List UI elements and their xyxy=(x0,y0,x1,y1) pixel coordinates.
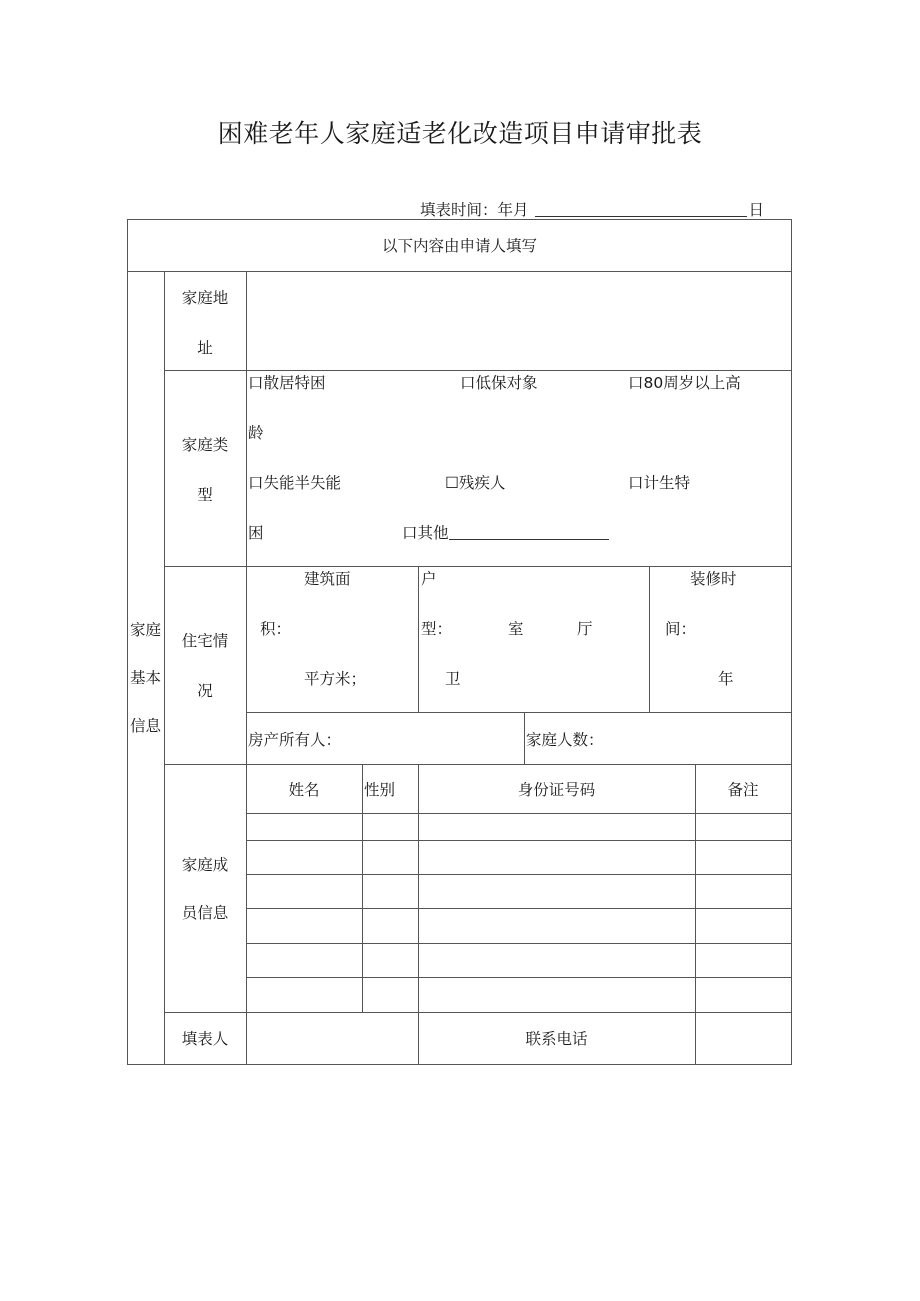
page-title: 困难老年人家庭适老化改造项目申请审批表 xyxy=(217,119,703,148)
option-family-planning-cont: 困 xyxy=(248,524,264,542)
col-header-name: 姓名 xyxy=(288,781,320,799)
members-label-1: 家庭成 xyxy=(181,856,229,874)
members-label-2: 员信息 xyxy=(181,904,229,922)
option-family-planning[interactable]: 口计生特 xyxy=(628,474,691,492)
housing-label-1: 住宅情 xyxy=(181,632,229,650)
phone-field[interactable] xyxy=(696,1013,791,1064)
group-label-line-1: 家庭 xyxy=(129,621,161,639)
family-type-label-2: 型 xyxy=(197,486,213,504)
option-low-income[interactable]: 口低保对象 xyxy=(460,374,538,392)
option-other-label: 口其他 xyxy=(402,524,449,542)
fill-date-label: 填表时间：年月 xyxy=(420,201,529,219)
fill-date-blank[interactable] xyxy=(535,202,747,217)
option-other-blank[interactable] xyxy=(449,525,609,540)
group-label-line-2: 基本 xyxy=(129,669,161,687)
option-over-80[interactable]: 口80周岁以上高 xyxy=(628,374,741,392)
family-type-label-1: 家庭类 xyxy=(181,436,229,454)
fill-date-line xyxy=(420,198,764,220)
fill-date-day: 日 xyxy=(748,201,765,219)
area-label-1: 建筑面 xyxy=(304,570,351,588)
filler-label: 填表人 xyxy=(181,1030,229,1048)
address-label-1: 家庭地 xyxy=(181,289,229,307)
option-scattered-poor[interactable]: 口散居特困 xyxy=(248,374,326,392)
layout-label-1: 户 xyxy=(421,570,437,588)
option-over-80-cont: 龄 xyxy=(248,424,264,442)
area-label-2: 积： xyxy=(260,620,292,638)
address-field[interactable] xyxy=(247,272,791,370)
group-label-line-3: 信息 xyxy=(129,717,161,735)
household-size-label: 家庭人数： xyxy=(526,731,604,749)
layout-rooms: 室 xyxy=(508,620,524,638)
option-disabled-person[interactable]: ☐残疾人 xyxy=(445,474,506,492)
phone-label: 联系电话 xyxy=(525,1030,588,1048)
renovation-label-2: 间： xyxy=(665,620,697,638)
option-other[interactable] xyxy=(402,524,609,542)
col-header-gender: 性别 xyxy=(364,781,396,799)
layout-baths: 卫 xyxy=(445,670,461,688)
option-disabled-care[interactable]: 口失能半失能 xyxy=(248,474,342,492)
renovation-label-1: 装修时 xyxy=(690,570,737,588)
layout-halls: 厅 xyxy=(577,620,593,638)
property-owner-label: 房产所有人： xyxy=(248,731,342,749)
col-header-id-number: 身份证号码 xyxy=(517,781,596,799)
section-header: 以下内容由申请人填写 xyxy=(381,237,537,255)
layout-label-2: 型： xyxy=(421,620,453,638)
renovation-year: 年 xyxy=(718,670,734,688)
col-header-remarks: 备注 xyxy=(727,781,759,799)
area-unit: 平方米； xyxy=(304,670,367,688)
address-label-2: 址 xyxy=(197,339,213,357)
housing-label-2: 况 xyxy=(197,682,213,700)
filler-field[interactable] xyxy=(247,1013,418,1064)
